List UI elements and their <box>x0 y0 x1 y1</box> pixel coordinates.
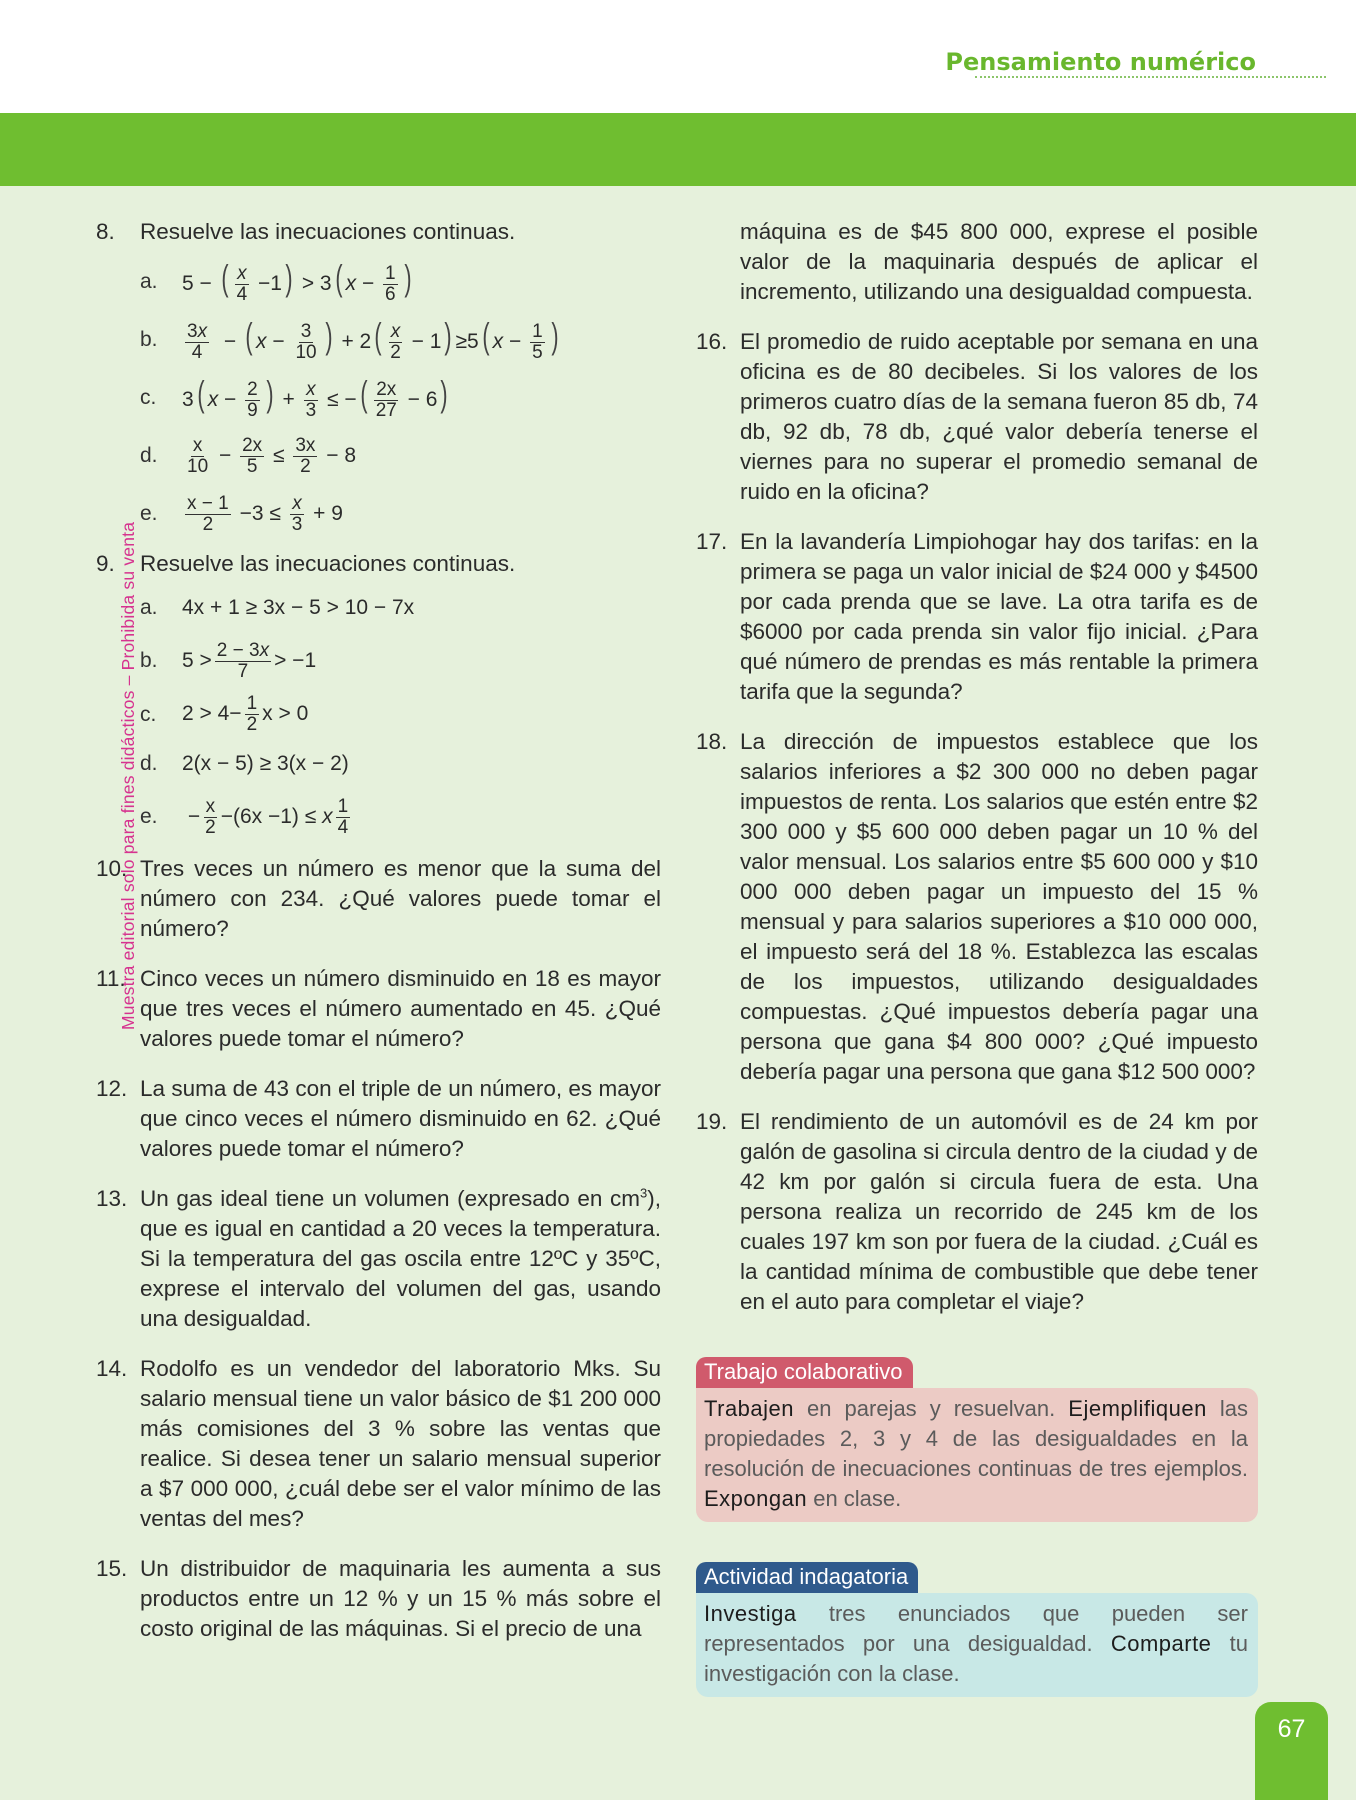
exercise-number: 16. <box>696 329 728 354</box>
ex8-item-c <box>140 369 661 427</box>
exercise-9-items <box>96 583 661 846</box>
left-column <box>96 217 661 1664</box>
exercise-16 <box>696 327 1258 507</box>
exercise-text-a: Un gas ideal tiene un volumen (expresado en cm <box>140 1186 641 1211</box>
keyword: Comparte <box>1110 1631 1212 1656</box>
superscript: 3 <box>640 1185 648 1201</box>
ex8-item-b <box>140 311 661 369</box>
exercise-number: 18. <box>696 729 728 754</box>
box-text: en parejas y resuelvan. <box>794 1396 1069 1421</box>
exercise-text-b: ), que es igual en cantidad a 20 veces la temperatura. Si la temperatura del gas oscila entre 12ºC y 35ºC, exprese el intervalo del volumen del gas, usando una desigualdad. <box>140 1186 661 1331</box>
keyword: Expongan <box>704 1486 808 1511</box>
exercise-number: 9. <box>96 551 115 576</box>
box-text: en clase. <box>807 1486 902 1511</box>
item-label: e. <box>140 502 158 525</box>
inquiry-activity-box <box>696 1562 1258 1697</box>
exercise-number: 17. <box>696 529 728 554</box>
exercise-text: Rodolfo es un vendedor del laboratorio Mks. Su salario mensual tiene un valor básico de $1 200 000 más comisiones del 3 % sobre las ventas que realice. Si desea tener un salario mensual superior a $7 000 000, ¿cuál debe ser el valor mínimo de las ventas del mes? <box>140 1356 661 1531</box>
exercise-text: El promedio de ruido aceptable por semana en una oficina es de 80 decibeles. Si los valores de los primeros cuatro días de la semana fueron 85 db, 74 db, 92 db, 78 db, ¿qué valor debería tenerse el viernes para no superar el promedio semanal de ruido en la oficina? <box>740 329 1258 504</box>
dotted-divider <box>975 76 1326 78</box>
green-header-band <box>0 113 1356 186</box>
exercise-11 <box>96 964 661 1054</box>
exercise-text: Tres veces un número es menor que la suma del número con 234. ¿Qué valores puede tomar el número? <box>140 856 661 941</box>
collaborative-work-title: Trabajo colaborativo <box>696 1357 913 1388</box>
exercise-text: Un distribuidor de maquinaria les aumenta a sus productos entre un 12 % y un 15 % más sobre el costo original de las máquinas. Si el precio de una <box>140 1556 661 1641</box>
exercise-number: 8. <box>96 219 115 244</box>
inquiry-activity-body <box>696 1593 1258 1697</box>
exercise-17 <box>696 527 1258 707</box>
inquiry-activity-title: Actividad indagatoria <box>696 1562 918 1593</box>
ex8-item-d <box>140 427 661 485</box>
item-label: a. <box>140 270 158 293</box>
math-expression: 2 > 4− $\frac{1}{2}$ x > 0 <box>182 693 309 735</box>
page-number: 67 <box>1277 1715 1306 1743</box>
item-label: a. <box>140 595 158 619</box>
exercise-text: El rendimiento de un automóvil es de 24 km por galón de gasolina si circula dentro de la ciudad y de 42 km por galón si circula fuera de esta. Una persona realiza un recorrido de 245 km de los cuales 197 km son por fuera de la ciudad. ¿Cuál es la cantidad mínima de combustible que debe tener en el auto para completar el viaje? <box>740 1109 1258 1314</box>
exercise-13 <box>96 1184 661 1334</box>
math-expression: 2(x − 5) ≥ 3(x − 2) <box>182 751 349 775</box>
keyword: Investiga <box>704 1601 797 1626</box>
item-label: d. <box>140 751 158 775</box>
exercise-15 <box>96 1554 661 1644</box>
ex9-item-d <box>140 739 661 788</box>
math-expression: $\frac{3x}{4}$ − ( x − $\frac{3}{10}$ ) + 2( $\frac{x}{2}$ − 1) ≥5( x − $\frac{1}{5}$ ) <box>187 314 559 363</box>
exercise-number: 15. <box>96 1556 128 1581</box>
section-title: Pensamiento numérico <box>945 48 1256 76</box>
item-label: b. <box>140 328 158 351</box>
math-expression: $\frac{x - 1}{2}$ −3 ≤ $\frac{x}{3}$ + 9 <box>187 492 343 535</box>
sidebar-watermark-text: Muestra editorial solo para fines didácticos – Prohibida su venta <box>118 521 138 1030</box>
exercise-18 <box>696 727 1258 1087</box>
ex9-item-c <box>140 690 661 739</box>
exercise-9 <box>96 549 661 579</box>
exercise-19 <box>696 1107 1258 1317</box>
exercise-text: Resuelve las inecuaciones continuas. <box>140 551 516 576</box>
item-label: c. <box>140 702 157 726</box>
box-text: las propiedades 2, 3 y 4 de las desigualdades en la resolución de inecuaciones continuas de tres ejemplos. <box>704 1396 1248 1481</box>
page-number-tab <box>1255 1702 1328 1800</box>
exercise-text: máquina es de $45 800 000, exprese el posible valor de la maquinaria después de aplicar el incremento, utilizando una desigualdad compuesta. <box>740 219 1258 304</box>
math-expression: $\frac{x}{10}$ − $\frac{2x}{5}$ ≤ $\frac{3x}{2}$ − 8 <box>187 434 357 477</box>
exercise-text: Resuelve las inecuaciones continuas. <box>140 219 516 244</box>
item-label: e. <box>140 805 158 828</box>
math-expression: − $\frac{x}{2}$ −(6x −1) ≤ x $\frac{1}{4}$ <box>182 795 349 838</box>
collaborative-work-body <box>696 1388 1258 1522</box>
exercise-15-continued <box>696 217 1258 307</box>
ex9-item-e <box>140 788 661 846</box>
ex9-item-b <box>140 632 661 690</box>
exercise-text: Cinco veces un número disminuido en 18 es mayor que tres veces el número aumentado en 45. ¿Qué valores puede tomar el número? <box>140 966 661 1051</box>
exercise-8-items <box>96 253 661 543</box>
math-expression: 5 > $\frac{2 - 3x}{7}$ > −1 <box>182 639 317 682</box>
exercise-number: 10. <box>96 856 128 881</box>
exercise-number: 14. <box>96 1356 128 1381</box>
item-label: d. <box>140 444 158 467</box>
exercise-number: 11. <box>96 966 126 991</box>
exercise-12 <box>96 1074 661 1164</box>
exercise-14 <box>96 1354 661 1534</box>
exercise-text: En la lavandería Limpiohogar hay dos tarifas: en la primera se paga un valor inicial de $24 000 y $4500 por cada prenda que se lave. La otra tarifa es de $6000 por cada prenda sin valor fijo inicial. ¿Para qué número de prendas es más rentable la primera tarifa que la segunda? <box>740 529 1258 704</box>
exercise-number: 19. <box>696 1109 728 1134</box>
item-label: c. <box>140 386 157 409</box>
box-text: tu investigación con la clase. <box>704 1631 1248 1686</box>
math-expression: 4x + 1 ≥ 3x − 5 > 10 − 7x <box>182 595 415 619</box>
box-text: tres enunciados que pueden ser representados por una desigualdad. <box>704 1601 1248 1656</box>
item-label: b. <box>140 649 158 672</box>
ex9-item-a <box>140 583 661 632</box>
exercise-number: 13. <box>96 1186 128 1211</box>
exercise-10 <box>96 854 661 944</box>
exercise-8 <box>96 217 661 247</box>
right-column <box>696 217 1258 1697</box>
math-expression: 3( x − $\frac{2}{9}$ ) + $\frac{x}{3}$ ≤ −( $\frac{2x}{27}$ − 6) <box>182 372 449 421</box>
keyword: Trabajen <box>704 1396 795 1421</box>
exercise-number: 12. <box>96 1076 128 1101</box>
ex8-item-a <box>140 253 661 311</box>
math-expression: 5 − ( $\frac{x}{4}$ −1) > 3( x − $\frac{1}{6}$ ) <box>182 256 412 305</box>
ex8-item-e <box>140 485 661 543</box>
keyword: Ejemplifiquen <box>1068 1396 1207 1421</box>
exercise-text: La suma de 43 con el triple de un número, es mayor que cinco veces el número disminuido en 62. ¿Qué valores puede tomar el número? <box>140 1076 661 1161</box>
exercise-text: La dirección de impuestos establece que los salarios inferiores a $2 300 000 no deben pagar impuestos de renta. Los salarios que estén entre $2 300 000 y $5 600 000 deben pagar un 10 % del valor mensual. Los salarios entre $5 600 000 y $10 000 000 deben pagar un impuesto del 15 % mensual y para salarios superiores a $10 000 000, el impuesto será del 18 %. Establezca las escalas de los impuestos, utilizando desigualdades compuestas. ¿Qué impuestos debería pagar una persona que gana $4 800 000? ¿Qué impuesto debería pagar una persona que gana $12 500 000? <box>740 729 1258 1084</box>
collaborative-work-box <box>696 1357 1258 1522</box>
